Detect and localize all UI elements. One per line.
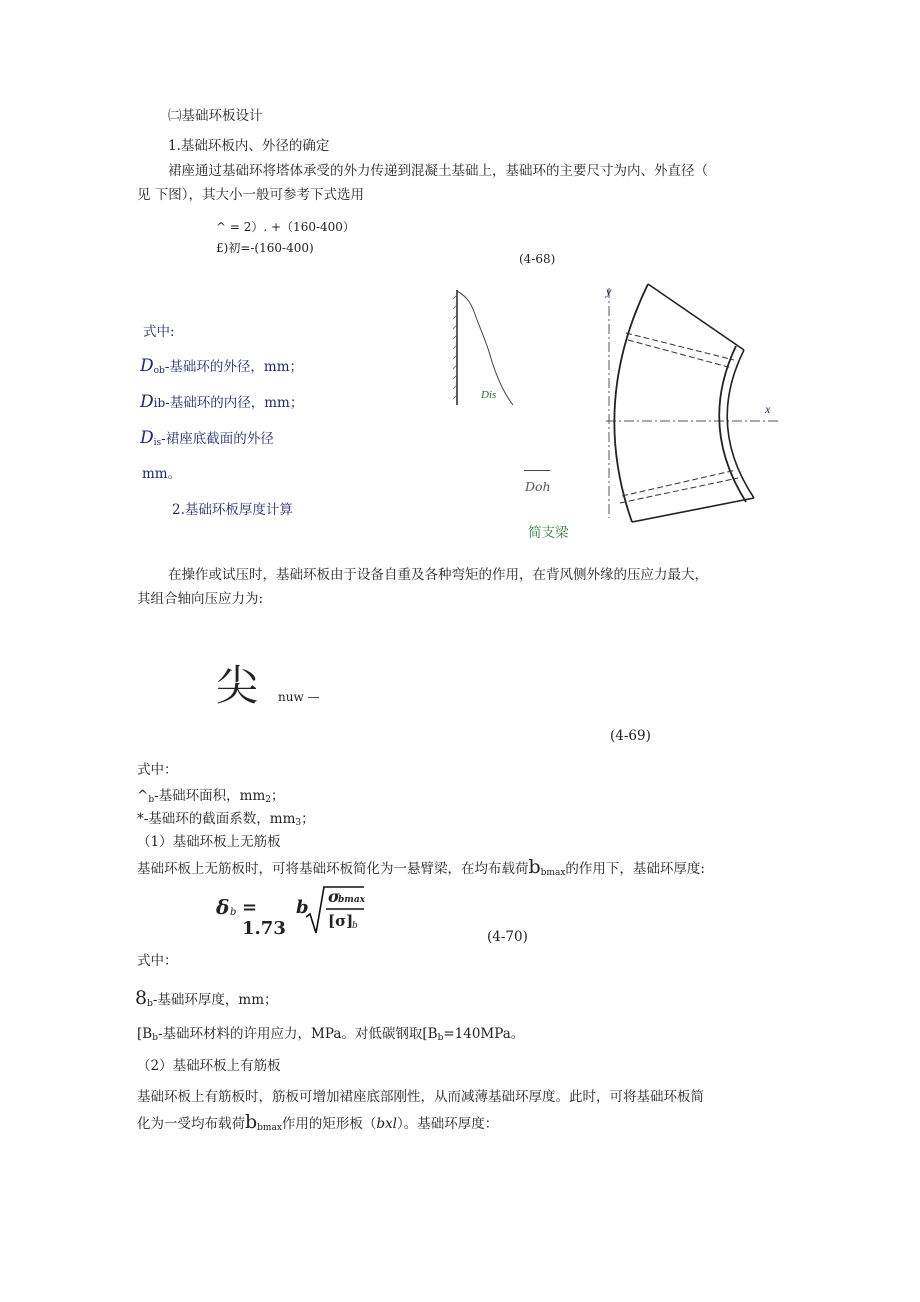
paragraph-1-line-2: 见 下图），其大小一般可参考下式选用 (137, 187, 365, 203)
symbol-8: 8 (135, 987, 148, 1009)
x-axis-label: x (765, 402, 771, 416)
subscript: b (148, 795, 155, 805)
stiffener-dashes (620, 333, 738, 503)
skirt-section-figure (448, 285, 528, 410)
unit-mm: mm。 (142, 466, 182, 482)
text-part-b: -基础环材料的许用应力，MPa。对低碳钢取[B (157, 1026, 438, 1042)
inner-arc (614, 284, 648, 522)
subscript: ob (153, 366, 165, 376)
b-symbol: b (296, 897, 309, 918)
definition-dis (140, 429, 274, 452)
delta-symbol: δ (216, 895, 230, 919)
symbol-d: D (140, 428, 154, 448)
text-part-a: 化为一受均布载荷 (137, 1116, 245, 1132)
dis-label: Dis (481, 389, 497, 401)
section-heading: ㈡基础环板设计 (168, 108, 263, 124)
definition-z (137, 810, 315, 832)
definition-dob (140, 357, 303, 380)
definition-text: -基础环面积，mm (154, 788, 266, 804)
bxl-term: bxl (376, 1116, 397, 1132)
symbol-a: ^ (137, 788, 149, 804)
punctuation: ； (301, 811, 315, 827)
subscript: is (153, 438, 162, 448)
definition-text: -裙座底截面的外径 (161, 431, 274, 447)
subsection-1-title: 1.基础环板内、外径的确定 (168, 138, 330, 154)
case-2-title: （2）基础环板上有筋板 (137, 1058, 281, 1074)
subscript: ib (153, 396, 166, 410)
exponent: 2 (265, 795, 271, 805)
text-part-c: ）。基础环厚度： (397, 1116, 499, 1132)
garbled-formula-char: 尖 (216, 661, 259, 710)
ring-plate-figure (598, 278, 788, 530)
symbol-b: b (528, 856, 541, 878)
definition-delta (135, 989, 278, 1013)
equation-number-4-69: (4-69) (610, 728, 651, 744)
definition-text: *-基础环的截面系数，mm (137, 811, 296, 827)
doh-overline (524, 470, 550, 471)
y-axis-label: y (606, 284, 612, 298)
definition-ab (137, 787, 284, 809)
doh-label: Doh (525, 479, 551, 494)
shizhong-label-3: 式中： (137, 953, 178, 969)
definition-text: -基础环厚度，mm； (152, 992, 278, 1008)
top-radial-edge (648, 284, 744, 350)
bottom-radial-edge (632, 498, 754, 522)
break-line (457, 291, 513, 405)
symbol-d: D (140, 356, 154, 376)
subscript: bmax (540, 868, 566, 878)
shizhong-label-2: 式中： (137, 762, 178, 778)
subsection-2-title: 2.基础环板厚度计算 (172, 502, 293, 518)
subscript: bmax (257, 1123, 282, 1133)
case-1-text (137, 858, 705, 882)
subscript: b (147, 999, 153, 1009)
case-1-title: （1）基础环板上无筋板 (137, 834, 281, 850)
definition-dib (140, 393, 303, 412)
delta-subscript: b (230, 907, 237, 918)
paragraph-1-line-1: 裙座通过基础环将塔体承受的外力传递到混凝土基础上，基础环的主要尺寸为内、外直径（ (168, 163, 708, 179)
symbol-b: b (245, 1111, 258, 1133)
exponent: 3 (295, 818, 302, 828)
shizhong-label-1: 式中: (143, 324, 175, 340)
allowable-subscript: b (352, 921, 358, 931)
text-part-a: [B (137, 1026, 153, 1042)
case-2-line-2 (137, 1113, 498, 1137)
figure-caption: 简支梁 (528, 525, 569, 541)
paragraph-2-line-2: 其组合轴向压应力为: (137, 591, 264, 607)
subscript: b (152, 1033, 158, 1043)
text-part-c: =140MPa。 (443, 1026, 525, 1042)
sigma-symbol: σ (328, 887, 340, 906)
formula-inner-diameter: £)初=-(160-400) (216, 241, 314, 255)
equation-number-4-68: (4-68) (519, 252, 556, 266)
coefficient: = 1.73 (242, 897, 286, 939)
allowable-stress: [σ] (328, 912, 354, 930)
punctuation: ； (270, 788, 285, 804)
formula-outer-diameter: ^ = 2）. +（160-400） (216, 220, 355, 234)
symbol-d: D (140, 392, 154, 412)
definition-text: -基础环的内径，mm； (165, 395, 304, 411)
sigma-subscript: bmax (338, 895, 366, 905)
definition-text: -基础环的外径，mm； (164, 359, 303, 375)
subscript-2: b (437, 1033, 444, 1043)
paragraph-2-line-1: 在操作或试压时，基础环板由于设备自重及各种弯矩的作用，在背风侧外缘的压应力最大， (168, 567, 708, 583)
case-2-line-1: 基础环板上有筋板时，筋板可增加裙座底部刚性，从而减薄基础环厚度。此时，可将基础环板简 (137, 1089, 704, 1105)
text-part-b: 的作用下，基础环厚度: (565, 861, 705, 877)
text-part-a: 基础环板上无筋板时，可将基础环板简化为一悬臂梁，在均布载荷 (137, 861, 529, 877)
equation-number-4-70: (4-70) (487, 929, 528, 945)
text-part-b: 作用的矩形板（ (281, 1116, 377, 1132)
garbled-formula-suffix: nuw — (278, 690, 320, 704)
definition-allowable-stress (137, 1025, 524, 1047)
